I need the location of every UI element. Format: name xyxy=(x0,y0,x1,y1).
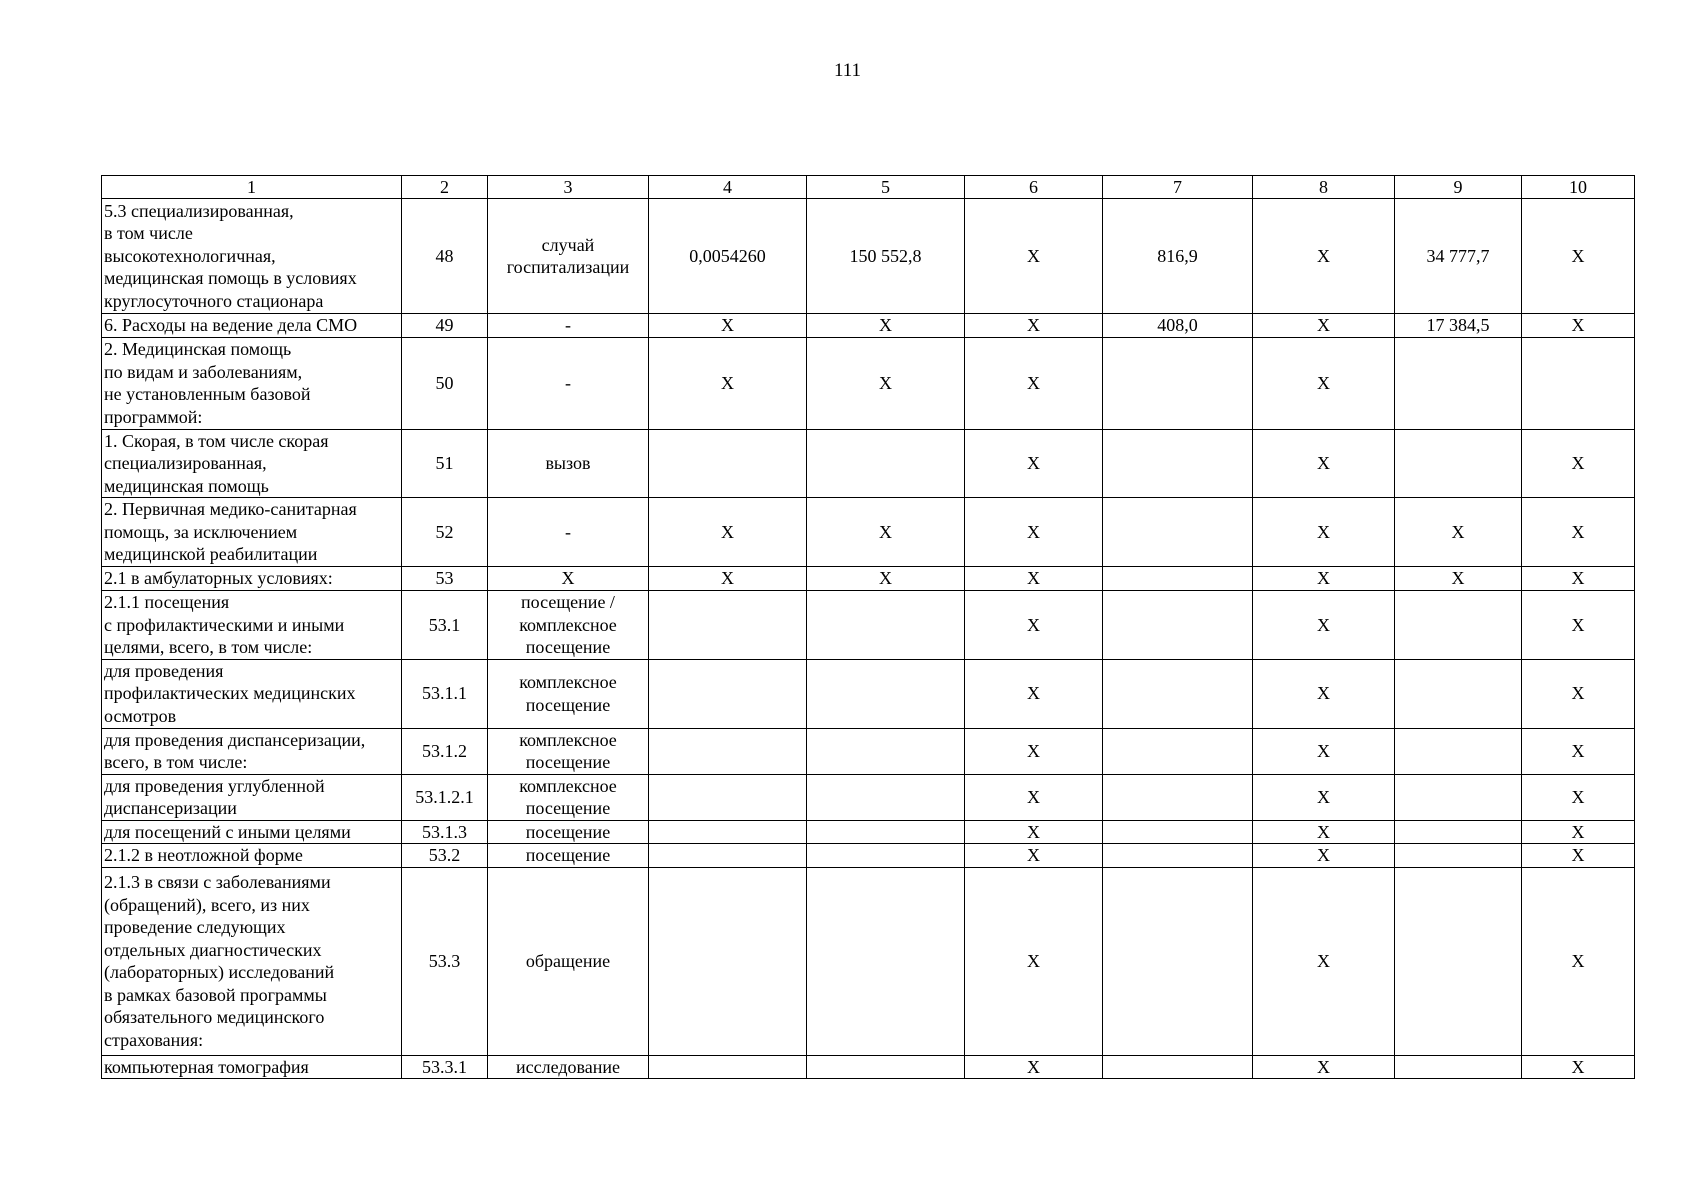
header-row xyxy=(102,176,1635,199)
table-cell-col-1: 2.1.3 в связи с заболеваниями (обращений), всего, из них проведение следующих отдельных диагностических (лабораторных) исследований в рамках базовой программы обязательного медицинского страхования: xyxy=(102,867,402,1055)
header-cell: 8 xyxy=(1253,176,1395,199)
table-cell-col-6: Х xyxy=(965,567,1103,591)
table-cell-col-2: 53 xyxy=(402,567,488,591)
table-cell-col-6: Х xyxy=(965,659,1103,728)
table-cell-col-8: Х xyxy=(1253,498,1395,567)
table-cell-col-4 xyxy=(649,844,807,868)
table-cell-col-2: 53.1.2.1 xyxy=(402,774,488,820)
table-cell-col-1: 2. Первичная медико-санитарная помощь, за исключением медицинской реабилитации xyxy=(102,498,402,567)
table-cell-col-8: Х xyxy=(1253,314,1395,338)
table-cell-col-3: исследование xyxy=(488,1055,649,1079)
table-cell-col-5 xyxy=(807,867,965,1055)
table-cell-col-3: - xyxy=(488,314,649,338)
table-cell-col-6: Х xyxy=(965,820,1103,844)
table-cell-col-7: 408,0 xyxy=(1103,314,1253,338)
table-cell-col-5: 150 552,8 xyxy=(807,199,965,314)
table-cell-col-9 xyxy=(1395,591,1522,660)
table-cell-col-1: 2. Медицинская помощь по видам и заболеваниям, не установленным базовой программой: xyxy=(102,337,402,429)
table-cell-col-3: - xyxy=(488,337,649,429)
table-cell-col-9: Х xyxy=(1395,498,1522,567)
table-cell-col-9: 34 777,7 xyxy=(1395,199,1522,314)
table-cell-col-7 xyxy=(1103,659,1253,728)
table-cell-col-9 xyxy=(1395,820,1522,844)
header-cell: 10 xyxy=(1522,176,1635,199)
table-cell-col-9: Х xyxy=(1395,567,1522,591)
table-cell-col-1: для посещений с иными целями xyxy=(102,820,402,844)
table-cell-col-5: Х xyxy=(807,337,965,429)
table-cell-col-6: Х xyxy=(965,1055,1103,1079)
table-cell-col-7 xyxy=(1103,429,1253,498)
table-cell-col-4 xyxy=(649,591,807,660)
table-cell-col-3: случай госпитализации xyxy=(488,199,649,314)
table-cell-col-6: Х xyxy=(965,774,1103,820)
table-row xyxy=(102,1055,1635,1079)
header-cell: 3 xyxy=(488,176,649,199)
table-cell-col-2: 53.2 xyxy=(402,844,488,868)
table-cell-col-8: Х xyxy=(1253,659,1395,728)
table-cell-col-10: Х xyxy=(1522,199,1635,314)
table-cell-col-4 xyxy=(649,774,807,820)
header-cell: 1 xyxy=(102,176,402,199)
table-row xyxy=(102,728,1635,774)
table-cell-col-5 xyxy=(807,820,965,844)
header-cell: 2 xyxy=(402,176,488,199)
table-cell-col-4 xyxy=(649,659,807,728)
table-cell-col-5 xyxy=(807,728,965,774)
table-cell-col-6: Х xyxy=(965,199,1103,314)
table-cell-col-9 xyxy=(1395,728,1522,774)
table-cell-col-9 xyxy=(1395,429,1522,498)
table-cell-col-3: комплексное посещение xyxy=(488,774,649,820)
table-cell-col-3: вызов xyxy=(488,429,649,498)
table-cell-col-6: Х xyxy=(965,337,1103,429)
table-cell-col-5 xyxy=(807,591,965,660)
table-cell-col-7 xyxy=(1103,337,1253,429)
table-cell-col-10: Х xyxy=(1522,728,1635,774)
table-cell-col-7 xyxy=(1103,567,1253,591)
table-cell-col-1: 5.3 специализированная, в том числе высокотехнологичная, медицинская помощь в условиях круглосуточного стационара xyxy=(102,199,402,314)
table-cell-col-4: Х xyxy=(649,498,807,567)
table-cell-col-1: для проведения профилактических медицинских осмотров xyxy=(102,659,402,728)
table-row xyxy=(102,429,1635,498)
table-cell-col-1: для проведения углубленной диспансеризации xyxy=(102,774,402,820)
table-cell-col-10: Х xyxy=(1522,498,1635,567)
header-cell: 6 xyxy=(965,176,1103,199)
table-cell-col-4: Х xyxy=(649,314,807,338)
table-cell-col-2: 50 xyxy=(402,337,488,429)
data-table xyxy=(101,175,1635,1079)
table-row xyxy=(102,867,1635,1055)
table-cell-col-7 xyxy=(1103,498,1253,567)
table-row xyxy=(102,659,1635,728)
table-cell-col-3: - xyxy=(488,498,649,567)
table-cell-col-6: Х xyxy=(965,728,1103,774)
table-cell-col-7: 816,9 xyxy=(1103,199,1253,314)
table-cell-col-1: для проведения диспансеризации, всего, в том числе: xyxy=(102,728,402,774)
table-row xyxy=(102,567,1635,591)
table-cell-col-6: Х xyxy=(965,498,1103,567)
table-cell-col-2: 49 xyxy=(402,314,488,338)
table-cell-col-8: Х xyxy=(1253,867,1395,1055)
table-cell-col-4 xyxy=(649,820,807,844)
table-row xyxy=(102,591,1635,660)
table-cell-col-1: 2.1 в амбулаторных условиях: xyxy=(102,567,402,591)
table-cell-col-1: 1. Скорая, в том числе скорая специализированная, медицинская помощь xyxy=(102,429,402,498)
table-cell-col-10: Х xyxy=(1522,567,1635,591)
table-cell-col-8: Х xyxy=(1253,567,1395,591)
table-cell-col-3: комплексное посещение xyxy=(488,728,649,774)
table-cell-col-2: 51 xyxy=(402,429,488,498)
table-cell-col-4 xyxy=(649,728,807,774)
table-cell-col-5 xyxy=(807,659,965,728)
table-cell-col-8: Х xyxy=(1253,844,1395,868)
table-cell-col-10: Х xyxy=(1522,1055,1635,1079)
table-cell-col-8: Х xyxy=(1253,429,1395,498)
table-cell-col-4 xyxy=(649,429,807,498)
table-row xyxy=(102,774,1635,820)
table-cell-col-10: Х xyxy=(1522,314,1635,338)
table-cell-col-7 xyxy=(1103,1055,1253,1079)
header-cell: 7 xyxy=(1103,176,1253,199)
table-cell-col-3: посещение / комплексное посещение xyxy=(488,591,649,660)
table-cell-col-8: Х xyxy=(1253,337,1395,429)
table-cell-col-2: 52 xyxy=(402,498,488,567)
table-cell-col-8: Х xyxy=(1253,1055,1395,1079)
table-cell-col-9 xyxy=(1395,844,1522,868)
table-cell-col-8: Х xyxy=(1253,820,1395,844)
table-cell-col-9 xyxy=(1395,337,1522,429)
table-cell-col-4 xyxy=(649,867,807,1055)
table-cell-col-9 xyxy=(1395,867,1522,1055)
table-cell-col-3: посещение xyxy=(488,844,649,868)
table-cell-col-6: Х xyxy=(965,844,1103,868)
table-cell-col-9 xyxy=(1395,659,1522,728)
table-cell-col-10: Х xyxy=(1522,774,1635,820)
table-cell-col-9: 17 384,5 xyxy=(1395,314,1522,338)
table-cell-col-2: 53.1.1 xyxy=(402,659,488,728)
table-cell-col-6: Х xyxy=(965,429,1103,498)
table-cell-col-8: Х xyxy=(1253,591,1395,660)
table-cell-col-10: Х xyxy=(1522,591,1635,660)
table-cell-col-7 xyxy=(1103,728,1253,774)
table-cell-col-1: компьютерная томография xyxy=(102,1055,402,1079)
table-cell-col-2: 48 xyxy=(402,199,488,314)
table-cell-col-5: Х xyxy=(807,314,965,338)
table-cell-col-8: Х xyxy=(1253,774,1395,820)
table-cell-col-3: посещение xyxy=(488,820,649,844)
table-row xyxy=(102,820,1635,844)
header-cell: 5 xyxy=(807,176,965,199)
table-cell-col-3: комплексное посещение xyxy=(488,659,649,728)
table-cell-col-1: 6. Расходы на ведение дела СМО xyxy=(102,314,402,338)
table-cell-col-7 xyxy=(1103,844,1253,868)
table-cell-col-1: 2.1.1 посещения с профилактическими и иными целями, всего, в том числе: xyxy=(102,591,402,660)
table-cell-col-6: Х xyxy=(965,867,1103,1055)
table-row xyxy=(102,314,1635,338)
table-cell-col-3: Х xyxy=(488,567,649,591)
table-cell-col-7 xyxy=(1103,774,1253,820)
table-cell-col-7 xyxy=(1103,591,1253,660)
table-cell-col-6: Х xyxy=(965,314,1103,338)
table-cell-col-4: 0,0054260 xyxy=(649,199,807,314)
table-cell-col-8: Х xyxy=(1253,199,1395,314)
table-cell-col-7 xyxy=(1103,820,1253,844)
table-cell-col-5 xyxy=(807,1055,965,1079)
table-cell-col-7 xyxy=(1103,867,1253,1055)
table-body xyxy=(102,199,1635,1079)
table-cell-col-8: Х xyxy=(1253,728,1395,774)
header-cell: 4 xyxy=(649,176,807,199)
table-cell-col-4 xyxy=(649,1055,807,1079)
table-cell-col-6: Х xyxy=(965,591,1103,660)
table-cell-col-9 xyxy=(1395,774,1522,820)
table-row xyxy=(102,337,1635,429)
table-cell-col-10: Х xyxy=(1522,820,1635,844)
table-cell-col-5: Х xyxy=(807,498,965,567)
table-row xyxy=(102,498,1635,567)
table-cell-col-5 xyxy=(807,774,965,820)
table-cell-col-2: 53.3 xyxy=(402,867,488,1055)
table-cell-col-3: обращение xyxy=(488,867,649,1055)
table-cell-col-2: 53.3.1 xyxy=(402,1055,488,1079)
table-cell-col-10: Х xyxy=(1522,659,1635,728)
table-cell-col-2: 53.1.2 xyxy=(402,728,488,774)
table-cell-col-5: Х xyxy=(807,567,965,591)
table-cell-col-10 xyxy=(1522,337,1635,429)
table-cell-col-2: 53.1 xyxy=(402,591,488,660)
table-cell-col-10: Х xyxy=(1522,429,1635,498)
table-cell-col-1: 2.1.2 в неотложной форме xyxy=(102,844,402,868)
table-cell-col-2: 53.1.3 xyxy=(402,820,488,844)
header-cell: 9 xyxy=(1395,176,1522,199)
table-cell-col-9 xyxy=(1395,1055,1522,1079)
table-cell-col-5 xyxy=(807,429,965,498)
table-cell-col-10: Х xyxy=(1522,867,1635,1055)
table-cell-col-4: Х xyxy=(649,567,807,591)
table-row xyxy=(102,844,1635,868)
table-cell-col-5 xyxy=(807,844,965,868)
page-number: 111 xyxy=(833,60,862,81)
table-row xyxy=(102,199,1635,314)
table-cell-col-4: Х xyxy=(649,337,807,429)
table-cell-col-10: Х xyxy=(1522,844,1635,868)
